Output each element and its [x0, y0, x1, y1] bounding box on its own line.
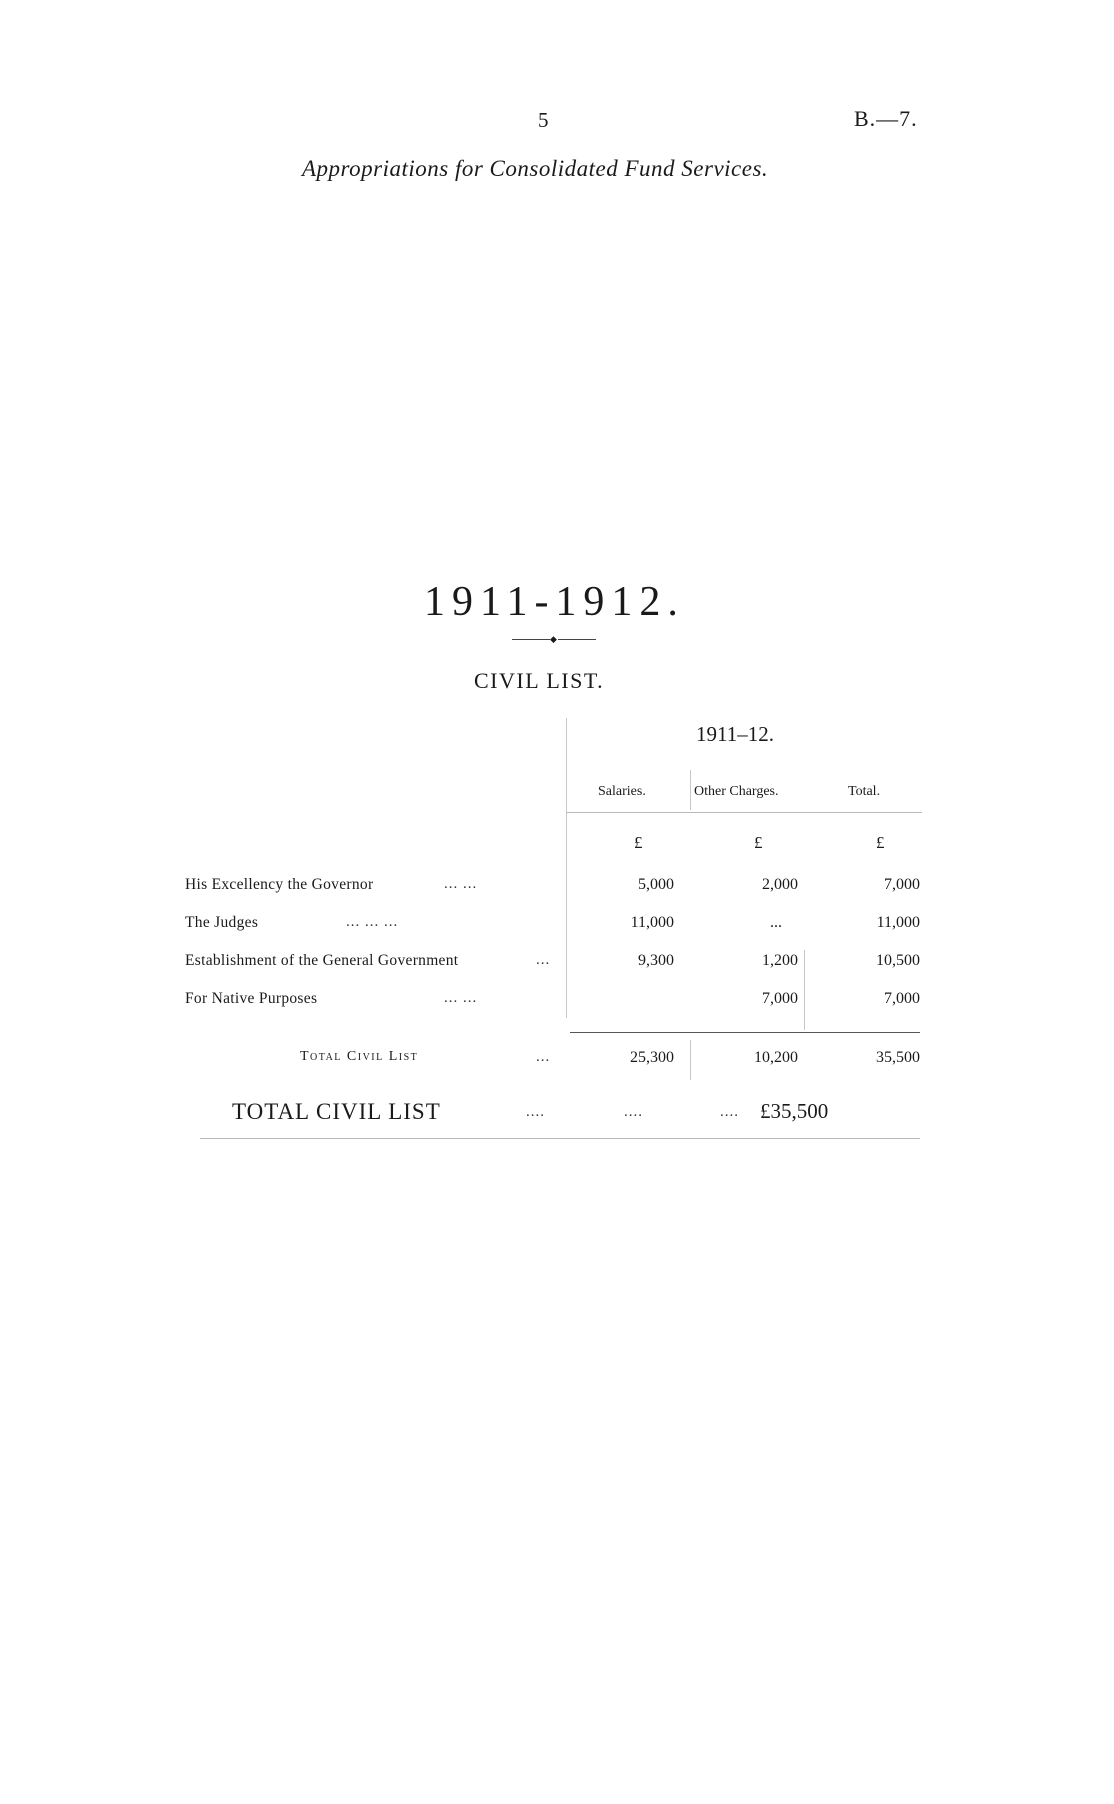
row-salaries: 5,000	[638, 876, 674, 893]
row-label: His Excellency the Governor	[185, 876, 374, 893]
bottom-rule	[200, 1138, 920, 1139]
row-salaries: 9,300	[638, 952, 674, 969]
row-total: 7,000	[884, 990, 920, 1007]
column-rule	[690, 770, 691, 810]
total-label: Total Civil List	[300, 1049, 419, 1064]
row-label: Establishment of the General Government	[185, 952, 459, 969]
total-total: 35,500	[876, 1049, 920, 1066]
row-other-charges: 2,000	[762, 876, 798, 893]
grand-total-value: £35,500	[760, 1099, 829, 1123]
row-total: 10,500	[876, 952, 920, 969]
column-rule	[690, 1040, 691, 1080]
row-other-charges: 1,200	[762, 952, 798, 969]
total-other-charges: 10,200	[754, 1049, 798, 1066]
column-rule	[804, 950, 805, 1030]
header-rule	[566, 812, 922, 813]
total-rule	[570, 1032, 920, 1033]
row-leader: ... ...	[444, 990, 478, 1006]
year-title: 1911-1912.	[424, 579, 685, 625]
section-title: CIVIL LIST.	[474, 668, 605, 693]
grand-total-leader: ....	[624, 1104, 643, 1120]
column-header-total: Total.	[848, 784, 881, 799]
currency-other-charges: £	[754, 833, 763, 852]
document-reference: B.—7.	[854, 106, 918, 131]
grand-total-leader: ....	[720, 1104, 739, 1120]
column-rule	[566, 718, 567, 1018]
row-leader: ... ...	[444, 876, 478, 892]
row-total: 7,000	[884, 876, 920, 893]
row-other-charges: ...	[770, 914, 782, 931]
row-leader: ... ... ...	[346, 914, 399, 930]
grand-total-leader: ....	[526, 1104, 545, 1120]
grand-total-label: TOTAL CIVIL LIST	[232, 1099, 441, 1124]
row-total: 11,000	[876, 914, 920, 931]
page-number: 5	[538, 108, 549, 132]
row-label: For Native Purposes	[185, 990, 318, 1007]
column-header-salaries: Salaries.	[598, 784, 646, 799]
total-salaries: 25,300	[630, 1049, 674, 1066]
row-other-charges: 7,000	[762, 990, 798, 1007]
total-leader: ...	[536, 1049, 551, 1065]
row-salaries: 11,000	[630, 914, 674, 931]
currency-salaries: £	[634, 833, 643, 852]
row-leader: ...	[536, 952, 551, 968]
column-header-other-charges: Other Charges.	[694, 784, 779, 799]
ornament-divider: ◆	[512, 634, 596, 646]
row-label: The Judges	[185, 914, 259, 931]
period-heading: 1911–12.	[696, 722, 774, 746]
page-heading: Appropriations for Consolidated Fund Services.	[302, 156, 769, 181]
currency-total: £	[876, 833, 885, 852]
